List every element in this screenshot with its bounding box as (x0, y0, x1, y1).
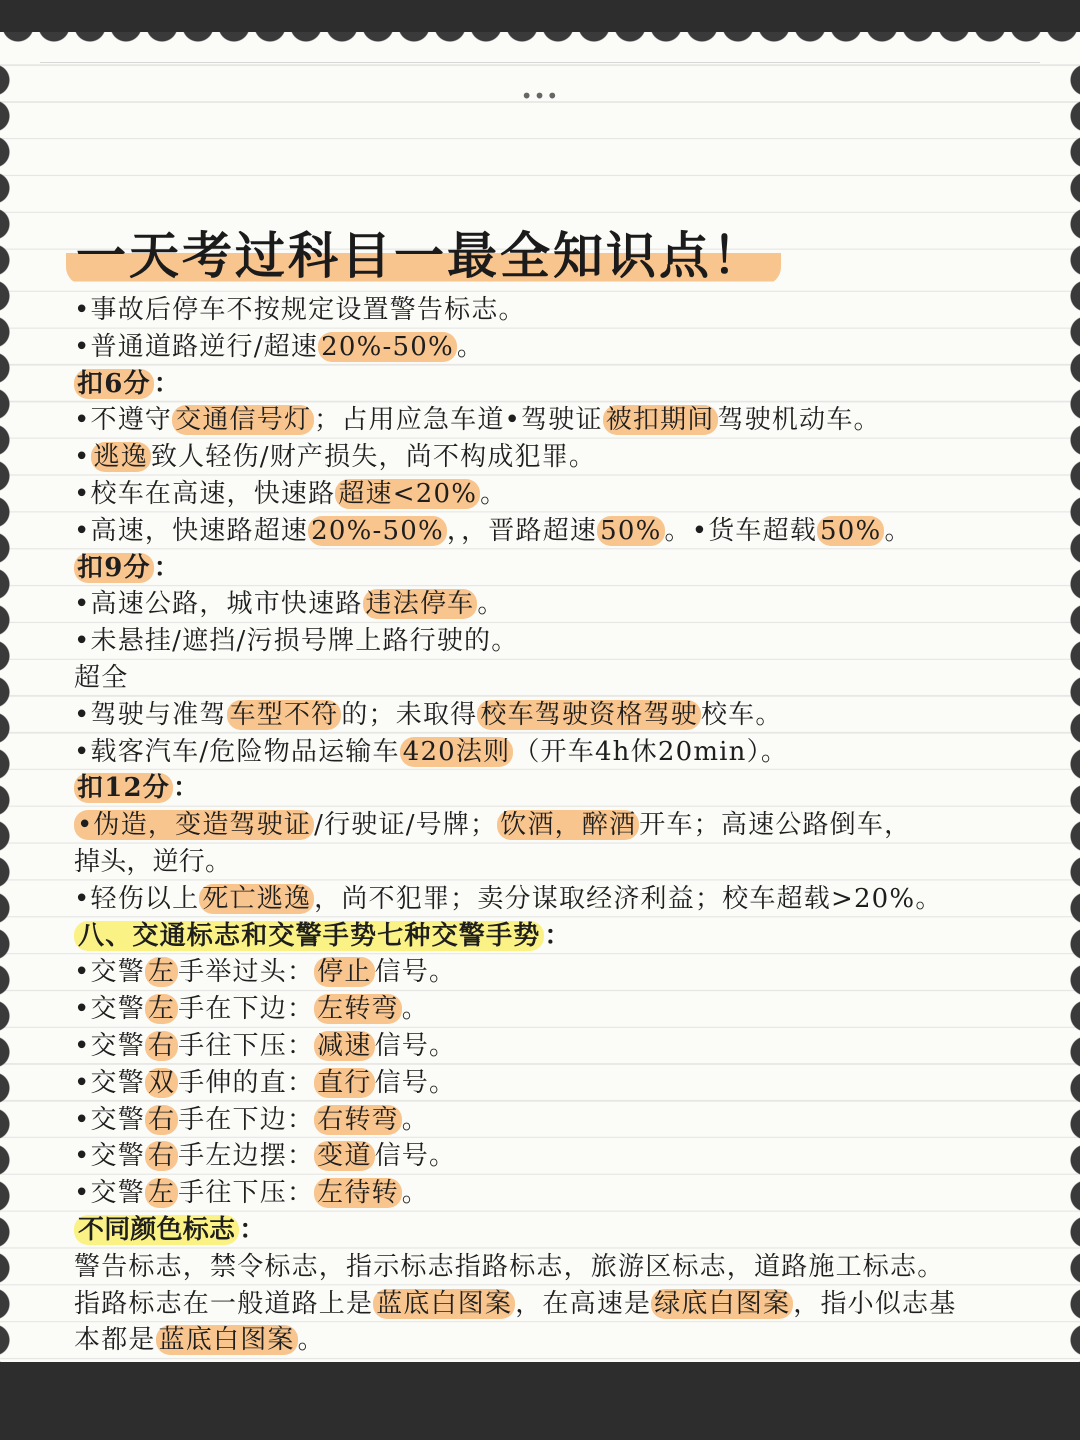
highlighted-text: 超速<20% (335, 479, 480, 509)
note-text: 手往下压： (178, 1030, 315, 1061)
highlighted-text: 50% (597, 516, 664, 546)
scalloped-top-edge (0, 32, 1080, 58)
note-line (74, 1286, 1034, 1323)
note-text: 掉头，逆行。 (74, 846, 232, 877)
note-text: •交警 (74, 1178, 145, 1209)
note-text: 本都是 (74, 1325, 156, 1356)
highlighted-text: 左待转 (314, 1178, 402, 1208)
highlighted-text: 扣9分 (74, 553, 154, 583)
highlighted-text: 右 (145, 1141, 178, 1171)
note-line (74, 881, 1034, 918)
note-text: 信号。 (374, 1030, 457, 1061)
highlighted-text: 右 (145, 1105, 178, 1135)
note-text: 的；未取得 (341, 699, 478, 730)
note-line (74, 1249, 1034, 1286)
note-text: 开车；高速公路倒车， (639, 810, 912, 841)
highlighted-text: 左转弯 (314, 994, 402, 1024)
note-text: ；占用应急车道•驾驶证 (314, 405, 603, 436)
note-paper (0, 32, 1080, 1362)
highlighted-text: 双 (145, 1068, 178, 1098)
highlighted-text: 50% (817, 516, 884, 546)
note-text: ，指小似志基 (793, 1288, 957, 1319)
note-text: •交警 (74, 957, 145, 988)
note-text: •高速公路，城市快速路 (74, 589, 363, 620)
top-dark-band (0, 0, 1080, 32)
highlighted-text: 逃逸 (91, 442, 151, 472)
note-line (74, 807, 1034, 844)
note-text: 。•货车超载 (664, 515, 818, 546)
note-text: •高速，快速路超速 (74, 515, 309, 546)
note-text: ： (172, 773, 201, 804)
highlighted-text: 右转弯 (314, 1105, 402, 1135)
note-line (74, 1138, 1034, 1175)
note-text: 。 (884, 515, 912, 546)
note-text: 。 (401, 994, 429, 1025)
highlighted-text: 20%-50% (308, 516, 447, 546)
note-line (74, 844, 1034, 881)
note-text: /行驶证/号牌； (314, 810, 498, 841)
note-text: 致人轻伤/财产损失，尚不构成犯罪。 (150, 442, 597, 473)
highlighted-text: 直行 (314, 1068, 374, 1098)
note-text: 。 (456, 331, 485, 362)
note-text: 驾驶机动车。 (717, 405, 881, 436)
note-text: •载客汽车/危险物品运输车 (74, 736, 400, 767)
scalloped-left-edge (0, 62, 28, 1362)
highlighted-text: 蓝底白图案 (373, 1289, 515, 1319)
note-line (74, 660, 1034, 697)
note-text: •不遵守 (74, 405, 173, 436)
highlighted-text: 违法停车 (363, 589, 478, 619)
highlighted-text: 减速 (314, 1031, 374, 1061)
note-line (74, 623, 1034, 660)
note-line (74, 439, 1034, 476)
note-text: 。 (401, 1178, 429, 1209)
note-text: 信号。 (374, 957, 457, 988)
section-heading (74, 550, 1034, 587)
note-line (74, 1065, 1034, 1102)
note-text: 手往下压： (178, 1178, 315, 1209)
highlighted-text: 八、交通标志和交警手势七种交警手势 (74, 921, 544, 951)
section-heading (74, 770, 1034, 807)
note-text: •交警 (74, 1141, 145, 1172)
note-text: ： (153, 552, 181, 583)
note-line (74, 1102, 1034, 1139)
page-title-text: 一天考过科目一最全知识点！ (66, 226, 781, 285)
highlighted-text: •伪造，变造驾驶证 (74, 810, 314, 840)
note-text: •交警 (74, 994, 145, 1025)
note-line (74, 734, 1034, 771)
note-text: ： (153, 368, 181, 399)
highlighted-text: 左 (145, 1178, 178, 1208)
note-text: 。 (477, 589, 505, 620)
highlighted-text: 停止 (314, 957, 374, 987)
highlighted-text: 420法则 (400, 737, 514, 767)
note-text: •交警 (74, 1067, 145, 1098)
note-line (74, 476, 1034, 513)
notes-content (74, 292, 1034, 1359)
note-text: 手伸的直： (178, 1067, 315, 1098)
note-line (74, 697, 1034, 734)
more-options-icon[interactable]: ••• (520, 84, 560, 108)
note-text: 手在下边： (178, 994, 315, 1025)
note-text: 手左边摆： (178, 1141, 315, 1172)
highlighted-text: 蓝底白图案 (156, 1325, 298, 1355)
note-text: 信号。 (374, 1141, 457, 1172)
scalloped-right-edge (1052, 62, 1080, 1362)
highlighted-text: 变道 (314, 1141, 374, 1171)
note-text: 。 (401, 1104, 429, 1135)
note-line (74, 513, 1034, 550)
highlighted-text: 死亡逃逸 (199, 884, 314, 914)
note-text: •校车在高速，快速路 (74, 478, 336, 509)
section-heading (74, 1212, 1034, 1249)
section-heading (74, 918, 1034, 955)
note-text: ： (544, 920, 572, 951)
note-line (74, 292, 1034, 329)
note-text: • (74, 442, 91, 473)
highlighted-text: 不同颜色标志 (74, 1215, 239, 1245)
note-text: •未悬挂/遮挡/污损号牌上路行驶的。 (74, 626, 519, 657)
highlighted-text: 被扣期间 (603, 405, 718, 435)
note-text: 。 (297, 1325, 325, 1356)
highlighted-text: 绿底白图案 (651, 1289, 793, 1319)
note-line (74, 991, 1034, 1028)
note-text: ： (239, 1214, 266, 1245)
note-line (74, 1175, 1034, 1212)
note-text: •交警 (74, 1030, 145, 1061)
note-line (74, 586, 1034, 623)
highlighted-text: 交通信号灯 (172, 405, 314, 435)
note-text: 信号。 (374, 1067, 457, 1098)
note-text: 。 (480, 478, 508, 509)
note-text: ，在高速是 (515, 1288, 652, 1319)
highlighted-text: 车型不符 (227, 700, 342, 730)
note-line (74, 1028, 1034, 1065)
section-heading (74, 366, 1034, 403)
note-text: 手在下边： (178, 1104, 315, 1135)
bottom-dark-band (0, 1362, 1080, 1440)
highlighted-text: 扣12分 (74, 773, 173, 803)
highlighted-text: 左 (145, 994, 178, 1024)
note-text: •交警 (74, 1104, 145, 1135)
note-text: •事故后停车不按规定设置警告标志。 (74, 295, 526, 325)
note-line (74, 329, 1034, 366)
note-text: ，，晋路超速 (446, 515, 598, 546)
highlighted-text: 右 (145, 1031, 178, 1061)
highlighted-text: 饮酒，醉酒 (497, 810, 639, 840)
note-text: •普通道路逆行/超速 (74, 331, 319, 362)
top-divider (40, 62, 1040, 63)
note-line (74, 402, 1034, 439)
note-text: （开车4h休20min）。 (513, 736, 789, 767)
note-text: ，尚不犯罪；卖分谋取经济利益；校车超载>20%。 (314, 883, 943, 914)
note-line (74, 1322, 1034, 1359)
note-text: •轻伤以上 (74, 883, 200, 914)
note-text: •驾驶与准驾 (74, 699, 227, 730)
note-text: 超全 (74, 662, 129, 693)
highlighted-text: 20%-50% (318, 332, 457, 362)
note-text: 警告标志，禁令标志，指示标志指路标志，旅游区标志，道路施工标志。 (74, 1251, 945, 1282)
note-text: 指路标志在一般道路上是 (74, 1288, 374, 1319)
highlighted-text: 校车驾驶资格驾驶 (477, 700, 701, 730)
page-title (66, 224, 781, 288)
highlighted-text: 扣6分 (74, 369, 154, 399)
note-text: 手举过头： (178, 957, 315, 988)
note-line (74, 954, 1034, 991)
highlighted-text: 左 (145, 957, 178, 987)
note-text: 校车。 (700, 699, 783, 730)
